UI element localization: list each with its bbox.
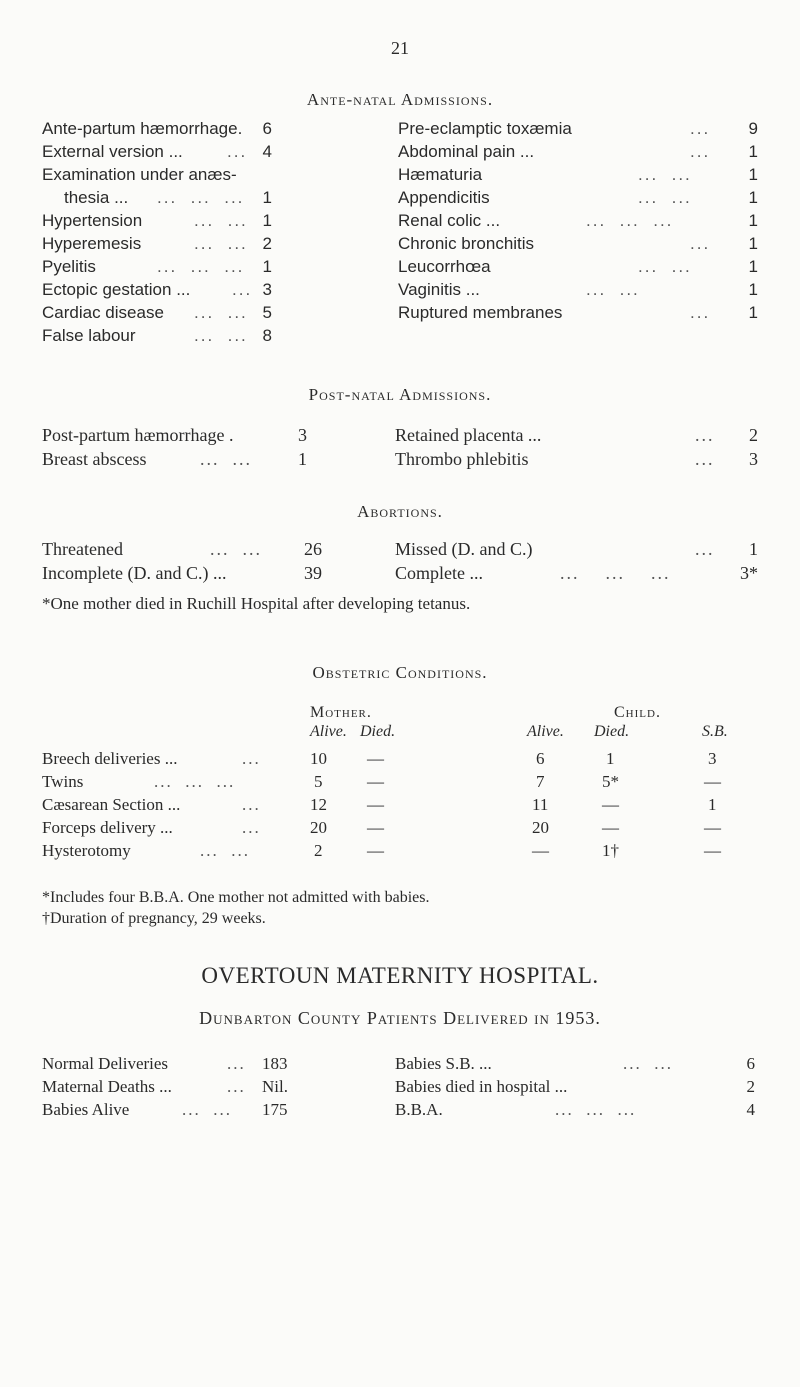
item-label: Babies Alive bbox=[42, 1100, 130, 1119]
item-label: Babies died in hospital ... bbox=[395, 1077, 568, 1096]
column-header: Alive. bbox=[527, 723, 564, 740]
table-cell: 1† bbox=[602, 841, 619, 860]
item-label: Breast abscess bbox=[42, 449, 147, 469]
item-label: Thrombo phlebitis bbox=[395, 449, 529, 469]
group-header-child: Child. bbox=[614, 704, 661, 721]
table-cell: — bbox=[704, 818, 721, 837]
item-value: 1 bbox=[262, 188, 272, 207]
row-label: Breech deliveries ... bbox=[42, 749, 178, 768]
row-label: Twins bbox=[42, 772, 84, 791]
item-value: 2 bbox=[746, 1077, 755, 1096]
item-label: Renal colic ... bbox=[398, 211, 501, 230]
table-cell: 20 bbox=[532, 818, 549, 837]
table-cell: 5* bbox=[602, 772, 619, 791]
item-value: 1 bbox=[748, 165, 758, 184]
item-label: Missed (D. and C.) bbox=[395, 539, 533, 559]
item-label: Vaginitis ... bbox=[398, 280, 480, 299]
obstetric-footnote-2: †Duration of pregnancy, 29 weeks. bbox=[42, 910, 266, 927]
item-label: Abdominal pain ... bbox=[398, 142, 535, 161]
item-value: 3 bbox=[749, 449, 758, 469]
column-header: Alive. bbox=[310, 723, 347, 740]
table-cell: 5 bbox=[314, 772, 323, 791]
item-label: Babies S.B. ... bbox=[395, 1054, 492, 1073]
item-value: 3 bbox=[298, 425, 307, 445]
item-value: 4 bbox=[262, 142, 272, 161]
item-label: Ruptured membranes bbox=[398, 303, 563, 322]
table-row: Breech deliveries ... ... 10 — 6 1 3 bbox=[42, 749, 717, 768]
overtoun-title: OVERTOUN MATERNITY HOSPITAL. bbox=[201, 963, 599, 988]
table-cell: — bbox=[704, 772, 721, 791]
table-cell: 11 bbox=[532, 795, 549, 814]
abortions-footnote: *One mother died in Ruchill Hospital after developing tetanus. bbox=[42, 594, 471, 613]
item-label: Incomplete (D. and C.) ... bbox=[42, 563, 227, 583]
table-cell: — bbox=[532, 841, 549, 860]
item-value: 39 bbox=[304, 563, 322, 583]
item-label: Maternal Deaths ... bbox=[42, 1077, 172, 1096]
table-cell: — bbox=[367, 795, 384, 814]
item-value: 2 bbox=[262, 234, 272, 253]
item-value: 3 bbox=[262, 280, 272, 299]
overtoun-subheading: Dunbarton County Patients Delivered in 1953. bbox=[199, 1008, 601, 1028]
item-value: 1 bbox=[748, 257, 758, 276]
item-label: Chronic bronchitis bbox=[398, 234, 535, 253]
item-label: Complete ... bbox=[395, 563, 483, 583]
item-label: False labour bbox=[42, 326, 136, 345]
table-cell: — bbox=[367, 772, 384, 791]
item-label: Threatened bbox=[42, 539, 123, 559]
item-label: Pyelitis bbox=[42, 257, 96, 276]
column-header: Died. bbox=[594, 723, 630, 740]
item-value: 175 bbox=[262, 1100, 288, 1119]
table-cell: — bbox=[602, 818, 619, 837]
obstetric-footnote-1: *Includes four B.B.A. One mother not admitted with babies. bbox=[42, 889, 430, 906]
item-label: Examination under anæs- bbox=[42, 165, 237, 184]
item-label: External version ... bbox=[42, 142, 183, 161]
obstetric-heading: Obstetric Conditions. bbox=[312, 663, 488, 682]
item-label: B.B.A. bbox=[395, 1100, 443, 1119]
item-label: Hypertension bbox=[42, 211, 143, 230]
item-value: Nil. bbox=[262, 1077, 288, 1096]
table-cell: 7 bbox=[536, 772, 545, 791]
item-value: 6 bbox=[746, 1054, 755, 1073]
item-value: 1 bbox=[748, 234, 758, 253]
column-header: S.B. bbox=[702, 723, 728, 740]
item-value: 1 bbox=[748, 280, 758, 299]
item-value: 1 bbox=[748, 142, 758, 161]
table-row: Forceps delivery ... ... 20 — 20 — — bbox=[42, 818, 721, 837]
item-value: 1 bbox=[748, 303, 758, 322]
item-label: Leucorrhœa bbox=[398, 257, 491, 276]
table-cell: — bbox=[367, 749, 384, 768]
table-row: Cæsarean Section ... ... 12 — 11 — 1 bbox=[42, 795, 717, 814]
table-cell: 12 bbox=[310, 795, 327, 814]
item-label: Appendicitis bbox=[398, 188, 490, 207]
table-cell: 1 bbox=[708, 795, 717, 814]
item-label: Normal Deliveries bbox=[42, 1054, 169, 1073]
item-value: 1 bbox=[748, 211, 758, 230]
antenatal-heading: Ante-natal Admissions. bbox=[306, 90, 494, 109]
item-value: 1 bbox=[298, 449, 307, 469]
item-value: 1 bbox=[262, 257, 272, 276]
item-label: Retained placenta ... bbox=[395, 425, 542, 445]
table-cell: 6 bbox=[536, 749, 545, 768]
item-value: 6 bbox=[262, 119, 272, 138]
table-cell: 1 bbox=[606, 749, 615, 768]
item-value: 9 bbox=[748, 119, 758, 138]
item-label: thesia ... bbox=[64, 188, 129, 207]
table-row: Twins ... ... ... 5 — 7 5* — bbox=[42, 772, 721, 791]
page-number: 21 bbox=[391, 38, 409, 58]
table-row: Hysterotomy ... ... 2 — — 1† — bbox=[42, 841, 721, 860]
abortions-heading: Abortions. bbox=[357, 502, 443, 521]
column-header: Died. bbox=[360, 723, 396, 740]
item-value: 183 bbox=[262, 1054, 288, 1073]
table-cell: — bbox=[704, 841, 721, 860]
row-label: Cæsarean Section ... bbox=[42, 795, 181, 814]
table-cell: 10 bbox=[310, 749, 327, 768]
item-value: 5 bbox=[262, 303, 272, 322]
table-cell: 3 bbox=[708, 749, 717, 768]
item-label: Hæmaturia bbox=[398, 165, 483, 184]
postnatal-heading: Post-natal Admissions. bbox=[308, 385, 492, 404]
item-label: Cardiac disease bbox=[42, 303, 164, 322]
item-value: 3* bbox=[740, 563, 758, 583]
item-value: 2 bbox=[749, 425, 758, 445]
group-header-mother: Mother. bbox=[310, 704, 372, 721]
item-label: Post-partum hæmorrhage . bbox=[42, 425, 234, 445]
table-cell: 2 bbox=[314, 841, 323, 860]
item-label: Pre-eclamptic toxæmia bbox=[398, 119, 572, 138]
item-value: 1 bbox=[262, 211, 272, 230]
item-value: 4 bbox=[746, 1100, 755, 1119]
item-value: 1 bbox=[749, 539, 758, 559]
table-cell: 20 bbox=[310, 818, 327, 837]
item-value: 26 bbox=[304, 539, 322, 559]
item-value: 1 bbox=[748, 188, 758, 207]
table-cell: — bbox=[602, 795, 619, 814]
item-label: Hyperemesis bbox=[42, 234, 142, 253]
table-cell: — bbox=[367, 841, 384, 860]
table-cell: — bbox=[367, 818, 384, 837]
row-label: Hysterotomy bbox=[42, 841, 131, 860]
row-label: Forceps delivery ... bbox=[42, 818, 173, 837]
item-label: Ectopic gestation ... bbox=[42, 280, 191, 299]
item-value: 8 bbox=[262, 326, 272, 345]
item-label: Ante-partum hæmorrhage. bbox=[42, 119, 243, 138]
